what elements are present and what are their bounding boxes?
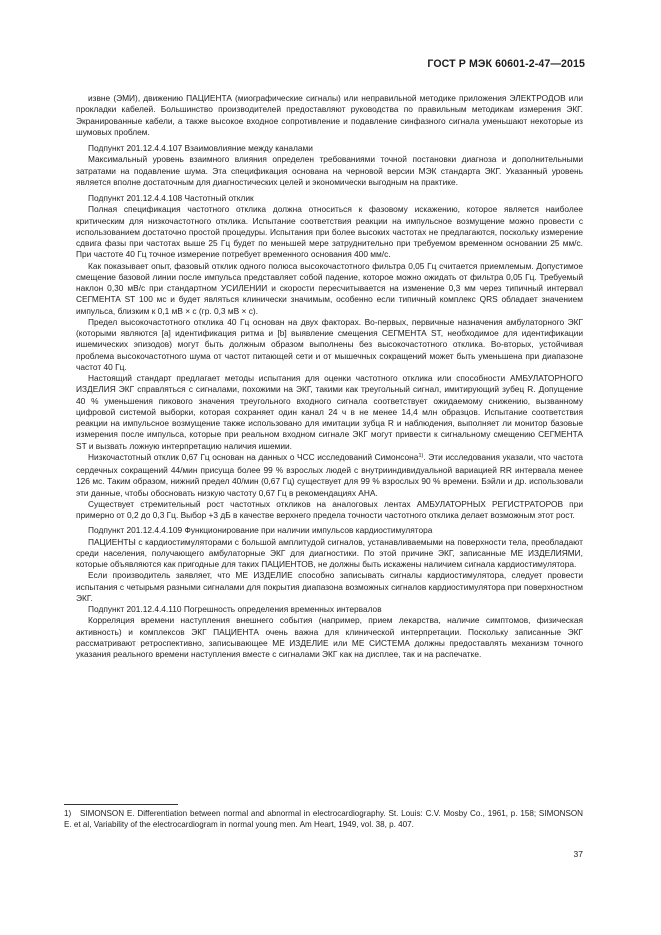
paragraph-pacemaker-testing: Если производитель заявляет, что МЕ ИЗДЕЛИЕ способно записывать сигналы кардиостимулятора, следует провести испытания с четырьмя разными сигналами для покрытия диапазона возможных сигналов кардиостимулятора при поверхностном ЭКГ. [76, 570, 583, 603]
subclause-heading-109: Подпункт 201.12.4.4.109 Функционирование при наличии импульсов кардиостимулятора [88, 525, 433, 536]
page-number: 37 [573, 849, 583, 859]
subclause-heading-108: Подпункт 201.12.4.4.108 Частотный отклик [88, 193, 254, 203]
body-text [76, 93, 583, 660]
subclause-heading-110: Подпункт 201.12.4.4.110 Погрешность определения временных интервалов [88, 604, 382, 614]
low-frequency-rest: Эти исследования указали, что частота сердечных сокращений 44/мин присуща более 99 % взрослых людей с внутрииндивидуальной вариацией RR интервала менее 126 мс. Таким образом, нижний предел 40/мин (0,67 Гц) существует для 99 % взрослых 90 % времени. Бэйли и др. использовали эти данные, чтобы обосновать низкую частоту 0,67 Гц в рекомендациях АНА. [76, 451, 584, 498]
paragraph-crosstalk: Максимальный уровень взаимного влияния определен требованиями точной постановки диагноза и дополнительными затратами на подавление шума. Эта спецификация основана на черновой версии МЭК стандарта ЭКГ. Указанный уровень является вполне достаточным для диагностических целей и экономически выгодным на практике. [76, 154, 583, 187]
paragraph-emi-noise: извне (ЭМИ), движению ПАЦИЕНТА (миографические сигналы) или неправильной методике приложения ЭЛЕКТРОДОВ или прокладки кабелей. Большинство производителей предоставляют руководства по правильным методикам измерения ЭКГ. Экранированные кабели, а также высокое входное сопротивление и подавление синфазного сигнала уменьшают некоторые из шумовых проблем. [76, 93, 583, 137]
paragraph-analog-tapes: Существует стремительный рост частотных откликов на аналоговых лентах АМБУЛАТОРНЫХ РЕГИСТРАТОРОВ при примерно от 0,2 до 0,3 Гц. Выбор +3 дБ в качестве верхнего предела точности частотного отклика делает возможным этот рост. [76, 498, 583, 520]
paragraph-pacemaker-patients: ПАЦИЕНТЫ с кардиостимуляторами с большой амплитудой сигналов, устанавливаемыми на поверхности тела, преобладают среди населения, получающего амбулаторные ЭКГ для диагностики. По этой причине ЭКГ, записанные МЕ ИЗДЕЛИЯМИ, которые объявляются как пригодные для таких ПАЦИЕНТОВ, не должны быть искажены наличием сигнала кардиостимулятора. [76, 536, 583, 569]
low-frequency-lead: Низкочастотный отклик 0,67 Гц основан на данных о ЧСС исследований Симонсона [88, 451, 419, 462]
footnote-text: SIMONSON E. Differentiation between normal and abnormal in electrocardiography. St. Louis: C.V. Mosby Co., 1961, p. 158; SIMONSON E. et al, Variability of the electrocardiogram in normal young men. Am Heart, 1949, vol. 38, p. 407. [64, 809, 583, 830]
footnote-separator [64, 804, 178, 805]
paragraph-high-frequency-limit: Предел высокочастотного отклика 40 Гц основан на двух факторах. Во-первых, первичные назначения амбулаторного ЭКГ (которыми являются [а] идентификация ритма и [b] выявление смещения СЕГМЕНТА ST, необходимое для идентификации ишемических эпизодов) могут быть должным образом выполнены без высокочастотного отклика. Во-вторых, устойчивая проблема высокочастотного шума от частот питающей сети и от мышечных сокращений может быть уменьшена при диапазоне частот 40 Гц. [76, 316, 583, 372]
paragraph-test-methods: Настоящий стандарт предлагает методы испытания для оценки частотного отклика или способности АМБУЛАТОРНОГО ИЗДЕЛИЯ ЭКГ справляться с сигналами, похожими на ЭКГ, такими как треугольный сигнал, имитирующий зубец R. Допущение 40 % уменьшения пикового значения треугольного входного сигнала соответствует ожидаемому снижению, вызванному цифровой системой выборки, которая сохраняет один канал 24 ч в не менее 14,4 млн образцов. Испытание соответствия реакции на импульсное возмущение также использовано для имитации зубца R и наблюдения, выполняет ли монитор базовые измерения после импульса, которые при реальном входном сигнале ЭКГ могут привести к сигнальному смещению СЕГМЕНТА ST и вызвать ложную интерпретацию наличия ишемии. [76, 373, 583, 451]
paragraph-phase-response: Как показывает опыт, фазовый отклик одного полюса высокочастотного фильтра 0,05 Гц считается приемлемым. Допустимое смещение базовой линии после импульса представляет собой падение, которое можно ожидать от фильтра 0,05 Гц. Требуемый наклон 0,30 мВ/с при стандартном УСИЛЕНИИ и скорости пересчитывается на изменение 0,3 мм через типичный интервал СЕГМЕНТА ST 100 мс и будет являться клинически значимым, особенно если типичный комплекс QRS обладает значением импульса, близким к 0,1 мВ × с (гр. 0,3 мВ × с). [76, 260, 583, 316]
subclause-heading-107: Подпункт 201.12.4.4.107 Взаимовлияние между каналами [88, 143, 313, 153]
footnote-reference: 1) [418, 452, 424, 459]
paragraph-time-accuracy: Корреляция времени наступления внешнего события (например, прием лекарства, наличие симптомов, физическая активность) и комплексов ЭКГ ПАЦИЕНТА очень важна для клинической интерпретации. Поскольку записанные ЭКГ рассматривают ретроспективно, записывающее МЕ ИЗДЕЛИЕ или МЕ СИСТЕМА должны предоставлять механизм точного указания реального времени наступления вместе с сигналами ЭКГ как на дисплее, так и на распечатке. [76, 615, 583, 659]
paragraph-low-frequency: Низкочастотный отклик 0,67 Гц основан на данных о ЧСС исследований Симонсона$^{1)}$. Эти исследования указали, что частота сердечных сокращений 44/мин присуща более 99 % взрослых людей с внутрииндивидуальной вариацией RR интервала менее 126 мс. Таким образом, нижний предел 40/мин (0,67 Гц) существует для 99 % взрослых 90 % времени. Бэйли и др. использовали эти данные, чтобы обосновать низкую частоту 0,67 Гц в рекомендациях АНА. [76, 451, 584, 498]
paragraph-frequency-spec: Полная спецификация частотного отклика должна относиться к фазовому искажению, которое является наиболее критическим для низкочастотного отклика. Испытание соответствия реакции на импульсное возмущение можно провести с использованием достаточно простой процедуры. Испытания при более высоких частотах не предлагаются, поскольку измерение сдвига фазы при частотах выше 25 Гц будет по меньшей мере затруднительно при требуемом временном основании 25 мм/с. При частоте 40 Гц точное измерение потребует временного основания 400 мм/с. [76, 204, 583, 260]
standard-header: ГОСТ Р МЭК 60601-2-47—2015 [427, 58, 585, 70]
footnote-marker: 1) [64, 809, 72, 818]
footnote [64, 808, 583, 830]
